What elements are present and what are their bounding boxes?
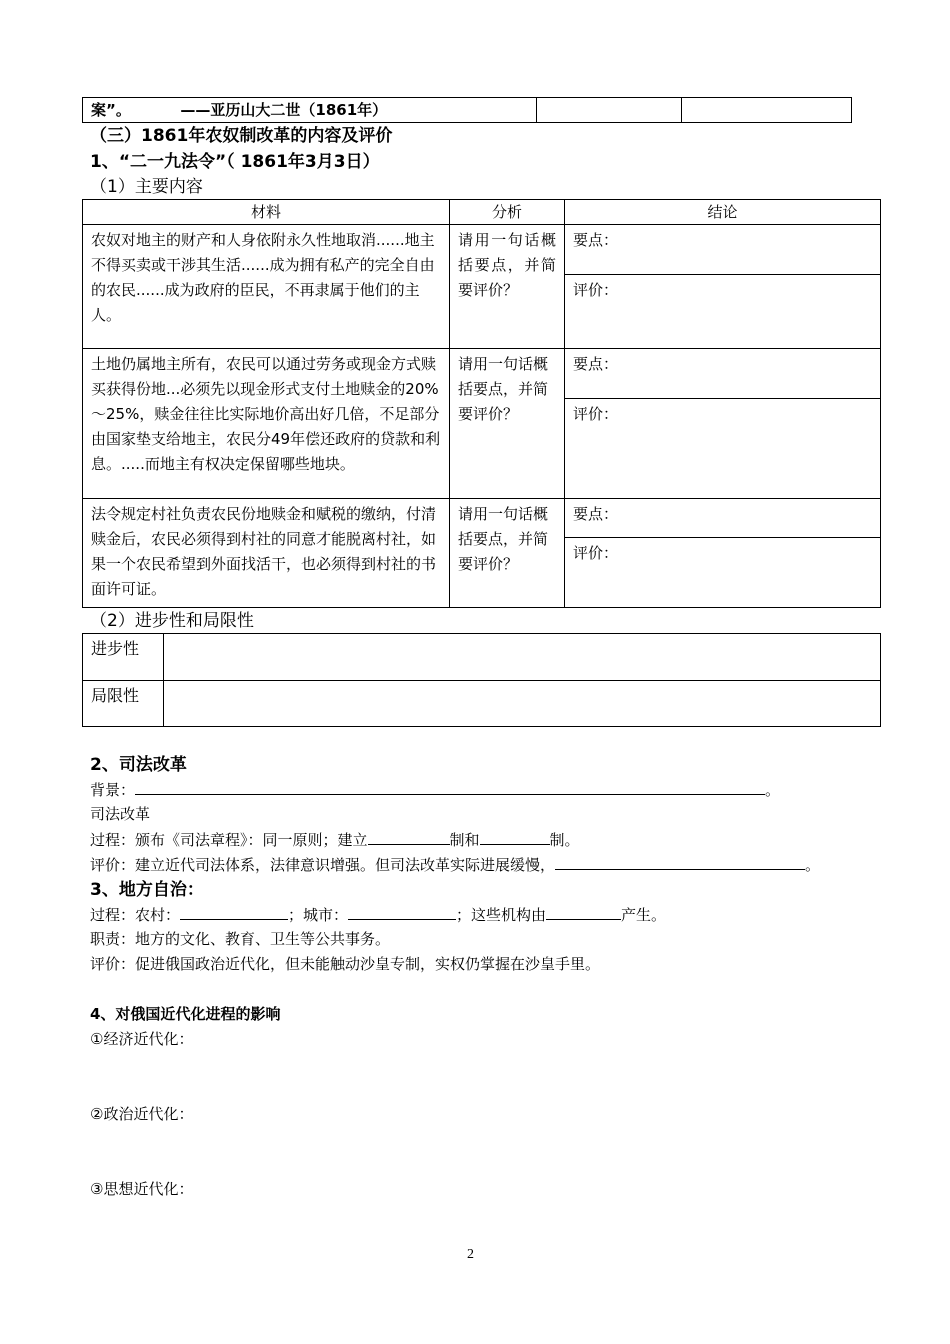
judicial-process-end: 制。 — [549, 831, 580, 849]
row-2-analysis-text: 请用一句话概括要点，并简要评价？ — [458, 355, 549, 423]
judicial-evaluation-line — [90, 853, 820, 876]
row-3-analysis-text: 请用一句话概括要点，并简要评价？ — [458, 505, 549, 573]
row-2-point[interactable] — [565, 349, 881, 399]
page-number: 2 — [467, 1247, 474, 1262]
judicial-process-text: 过程：颁布《司法章程》：同一原则；建立 — [90, 831, 368, 849]
local-process-line — [90, 903, 666, 926]
progress-input[interactable] — [164, 634, 881, 681]
limit-label-cell — [83, 681, 164, 727]
limit-input[interactable] — [164, 681, 881, 727]
top-row-text: 案”。 — [91, 101, 131, 119]
local-city-blank[interactable] — [348, 903, 456, 920]
impact-political: ②政治近代化： — [90, 1105, 194, 1123]
top-row-blank-2 — [682, 98, 852, 123]
row-1-point[interactable] — [565, 225, 881, 275]
progress-table — [82, 633, 881, 727]
judicial-evaluation-end: 。 — [805, 856, 821, 874]
local-organs-text: ；这些机构由 — [456, 906, 547, 924]
limit-label: 局限性 — [91, 686, 140, 705]
local-duty: 职责：地方的文化、教育、卫生等公共事务。 — [90, 930, 391, 948]
row-2-point-label: 要点： — [573, 355, 619, 373]
top-row-attribution: ——亚历山大二世（1861年） — [180, 101, 388, 119]
row-3-eval[interactable] — [565, 538, 881, 608]
judicial-blank-2[interactable] — [480, 828, 550, 845]
judicial-blank-1[interactable] — [368, 828, 450, 845]
header-analysis: 分析 — [450, 200, 565, 225]
row-3-eval-label: 评价： — [573, 544, 619, 562]
sub1-title: （1）主要内容 — [90, 177, 203, 197]
decree-title: 1、“二一九法令”（ 1861年3月3日） — [90, 152, 380, 172]
local-rural-blank[interactable] — [180, 903, 288, 920]
judicial-process-line — [90, 828, 580, 851]
header-conclusion: 结论 — [565, 200, 881, 225]
local-title: 3、地方自治： — [90, 880, 204, 900]
top-row-blank-1 — [537, 98, 682, 123]
impact-economic: ①经济近代化： — [90, 1030, 194, 1048]
local-organs-blank[interactable] — [546, 903, 621, 920]
top-row-cell — [83, 98, 537, 123]
judicial-background-blank[interactable] — [135, 778, 765, 795]
row-2-material-text: 土地仍属地主所有，农民可以通过劳务或现金方式赎买获得份地...必须先以现金形式支付土地赎金的20%～25%，赎金往往比实际地价高出好几倍，不足部分由国家垫支给地主，农民分49年偿还政府的贷款和利息。.....而地主有权决定保留哪些地块。 — [91, 355, 441, 473]
row-2-eval-label: 评价： — [573, 405, 619, 423]
row-1-material-text: 农奴对地主的财产和人身依附永久性地取消......地主不得买卖或干涉其生活......成为拥有私产的完全自由的农民......成为政府的臣民，不再隶属于他们的主人。 — [91, 231, 435, 324]
local-evaluation: 评价：促进俄国政治近代化，但未能触动沙皇专制，实权仍掌握在沙皇手里。 — [90, 955, 601, 973]
row-3-analysis — [450, 499, 565, 608]
row-2-material — [83, 349, 450, 499]
row-1-analysis — [450, 225, 565, 349]
row-1-material — [83, 225, 450, 349]
row-3-point[interactable] — [565, 499, 881, 538]
section-title: （三）1861年农奴制改革的内容及评价 — [90, 126, 393, 146]
judicial-background-line — [90, 778, 780, 801]
impact-title: 4、对俄国近代化进程的影响 — [90, 1005, 281, 1023]
judicial-evaluation-text: 评价：建立近代司法体系，法律意识增强。但司法改革实际进展缓慢， — [90, 856, 556, 874]
row-2-analysis — [450, 349, 565, 499]
row-1-point-label: 要点： — [573, 231, 619, 249]
judicial-title: 2、司法改革 — [90, 755, 187, 775]
row-3-material — [83, 499, 450, 608]
header-material: 材料 — [83, 200, 450, 225]
row-1-analysis-text: 请用一句话概括要点，并简要评价？ — [458, 231, 556, 299]
judicial-process-mid: 制和 — [449, 831, 480, 849]
sub2-title: （2）进步性和局限性 — [90, 611, 254, 631]
local-produced-text: 产生。 — [621, 906, 667, 924]
content-table — [82, 199, 881, 608]
row-1-eval-label: 评价： — [573, 281, 619, 299]
impact-thought: ③思想近代化： — [90, 1180, 194, 1198]
judicial-background-label: 背景： — [90, 781, 136, 799]
judicial-label: 司法改革 — [90, 805, 151, 823]
local-city-text: ；城市： — [288, 906, 349, 924]
row-2-eval[interactable] — [565, 399, 881, 499]
top-table — [82, 97, 852, 123]
progress-label: 进步性 — [91, 639, 140, 658]
progress-label-cell — [83, 634, 164, 681]
judicial-background-end: 。 — [765, 781, 781, 799]
local-process-text: 过程：农村： — [90, 906, 181, 924]
row-3-material-text: 法令规定村社负责农民份地赎金和赋税的缴纳，付清赎金后，农民必须得到村社的同意才能脱离村社，如果一个农民希望到外面找活干，也必须得到村社的书面许可证。 — [91, 505, 437, 598]
row-1-eval[interactable] — [565, 275, 881, 349]
row-3-point-label: 要点： — [573, 505, 619, 523]
judicial-evaluation-blank[interactable] — [555, 853, 805, 870]
